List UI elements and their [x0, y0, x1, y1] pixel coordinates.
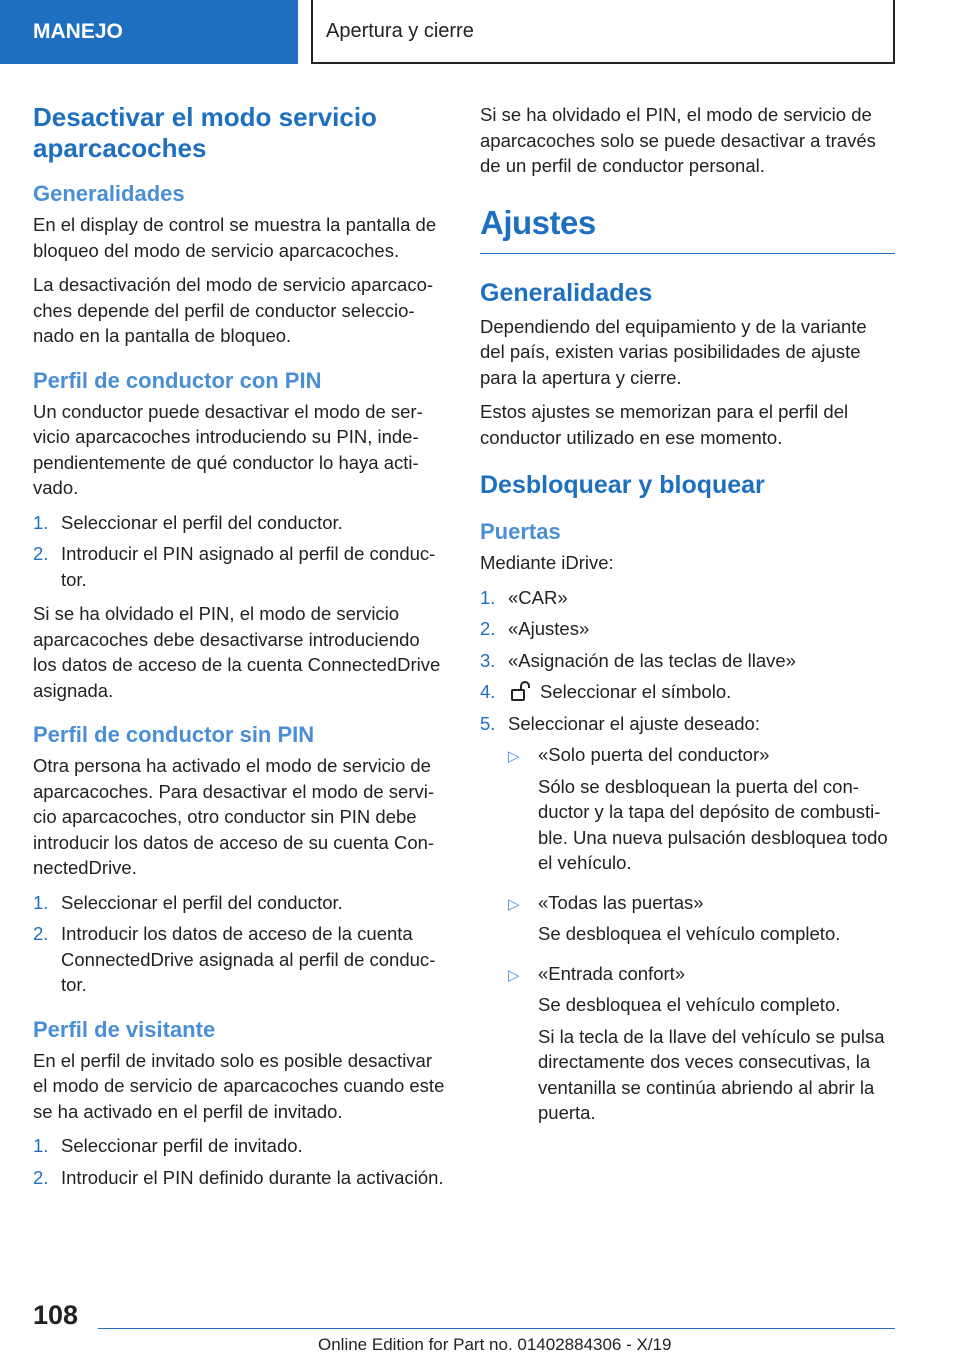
list-item	[33, 1133, 446, 1159]
step-text: Introducir el PIN definido durante la activación.	[61, 1166, 444, 1188]
chapter-header	[311, 0, 895, 64]
paragraph: Mediante iDrive:	[480, 552, 614, 573]
step-number: 1.	[480, 586, 496, 608]
option-label: «Entrada confort»	[538, 962, 686, 984]
option-body	[538, 742, 895, 882]
page-number: 108	[33, 1300, 79, 1330]
list-item	[33, 541, 446, 592]
step-text: «Ajustes»	[508, 618, 590, 639]
option-desc: Si la tecla de la llave del vehículo se pulsa directamente dos veces consecutivas, la ventanilla se continúa abriendo al abrir la puerta.	[538, 1025, 885, 1123]
subheading-without-pin: Perfil de conductor sin PIN	[33, 722, 315, 747]
list-item	[480, 679, 895, 705]
option-item	[508, 961, 895, 1132]
step-number: 4.	[480, 681, 496, 702]
option-body	[538, 961, 895, 1132]
subheading-lock-unlock: Desbloquear y bloquear	[480, 471, 765, 499]
paragraph: La desactivación del modo de servicio aparcacoches depende del perfil de conductor seleccionado en la pantalla de bloqueo.	[33, 274, 434, 346]
step-list	[33, 510, 446, 593]
option-item	[508, 742, 895, 882]
option-body	[538, 890, 840, 953]
right-column	[480, 102, 895, 1149]
step-text: «Asignación de las teclas de llave»	[508, 649, 796, 671]
step-text: Seleccionar el ajuste deseado:	[508, 712, 760, 734]
subheading-general: Generalidades	[33, 181, 185, 206]
list-item	[480, 711, 895, 1140]
list-item	[33, 1165, 446, 1191]
option-item	[508, 890, 895, 953]
step-text: Introducir los datos de acceso de la cuenta ConnectedDrive asignada al perfil de conductor.	[61, 923, 436, 995]
section-title: MANEJO	[33, 20, 123, 43]
triangle-right-icon: ▷	[508, 966, 520, 984]
option-desc: Sólo se desbloquean la puerta del conductor y la tapa del depósito de combustible. Una nueva pulsación desbloquea todo el vehículo.	[538, 775, 888, 873]
step-text: Seleccionar el perfil del conductor.	[61, 511, 343, 533]
list-item	[480, 616, 895, 642]
paragraph: Un conductor puede desactivar el modo de servicio aparcacoches introduciendo su PIN, independientemente de qué conductor lo haya activado.	[33, 400, 423, 498]
step-number: 1.	[33, 1135, 49, 1156]
step-list	[480, 585, 895, 1140]
step-text: «CAR»	[508, 586, 568, 608]
footer-divider	[98, 1328, 895, 1329]
subheading-with-pin: Perfil de conductor con PIN	[33, 367, 322, 393]
triangle-right-icon: ▷	[508, 748, 520, 765]
subheading-doors: Puertas	[480, 519, 561, 544]
step-number: 3.	[480, 649, 496, 671]
paragraph: Otra persona ha activado el modo de servicio de aparcacoches. Para desactivar el modo de servicio aparcacoches, otro conductor sin PIN debe introducir los datos de acceso de su cuenta ConnectedDrive.	[33, 755, 435, 878]
list-item	[480, 585, 895, 611]
step-body	[508, 711, 895, 1140]
option-desc: Se desbloquea el vehículo completo.	[538, 994, 841, 1015]
paragraph: En el perfil de invitado solo es posible desactivar el modo de servicio de aparcacoches cuando este se ha activado en el perfil de invitado.	[33, 1049, 445, 1122]
paragraph: Si se ha olvidado el PIN, el modo de servicio aparcacoches debe desactivarse introduciendo los datos de acceso de la cuenta ConnectedDrive asignada.	[33, 603, 441, 701]
step-list	[33, 1133, 446, 1190]
left-column	[33, 102, 446, 1199]
step-text: Seleccionar el perfil del conductor.	[61, 891, 343, 913]
paragraph: Si se ha olvidado el PIN, el modo de servicio de aparcacoches solo se puede desactivar a través de un perfil de conductor personal.	[480, 104, 876, 176]
option-list	[508, 742, 895, 1132]
section-heading-settings: Ajustes	[480, 203, 895, 254]
option-desc: Se desbloquea el vehículo completo.	[538, 923, 841, 944]
paragraph: Dependiendo del equipamiento y de la variante del país, existen varias posibilidades de ajuste para la apertura y cierre.	[480, 315, 867, 388]
step-number: 1.	[33, 511, 49, 533]
chapter-title: Apertura y cierre	[326, 19, 474, 42]
step-number: 2.	[33, 923, 49, 944]
subheading-general: Generalidades	[480, 278, 653, 307]
list-item	[33, 890, 446, 916]
step-body	[508, 679, 895, 705]
step-text: Introducir el PIN asignado al perfil de conductor.	[61, 543, 436, 590]
section-heading-valet-off: Desactivar el modo servicio aparcacoches	[33, 102, 377, 163]
option-label: «Todas las puertas»	[538, 891, 704, 913]
unlock-icon	[510, 681, 532, 701]
list-item	[480, 648, 895, 674]
step-text: Seleccionar el símbolo.	[540, 681, 732, 702]
step-text: Seleccionar perfil de invitado.	[61, 1135, 303, 1156]
list-item	[33, 510, 446, 536]
step-number: 1.	[33, 891, 49, 913]
paragraph: En el display de control se muestra la pantalla de bloqueo del modo de servicio aparcacoches.	[33, 214, 437, 261]
subheading-visitor: Perfil de visitante	[33, 1016, 216, 1042]
footer-edition: Online Edition for Part no. 01402884306 - X/19	[318, 1335, 672, 1354]
step-number: 2.	[33, 1166, 49, 1188]
step-list	[33, 890, 446, 998]
section-tab	[0, 0, 298, 64]
triangle-right-icon: ▷	[508, 895, 520, 913]
step-number: 5.	[480, 712, 496, 734]
list-item	[33, 921, 446, 998]
paragraph: Estos ajustes se memorizan para el perfil del conductor utilizado en ese momento.	[480, 401, 849, 448]
option-label: «Solo puerta del conductor»	[538, 744, 770, 765]
step-number: 2.	[480, 618, 496, 639]
step-number: 2.	[33, 543, 49, 564]
